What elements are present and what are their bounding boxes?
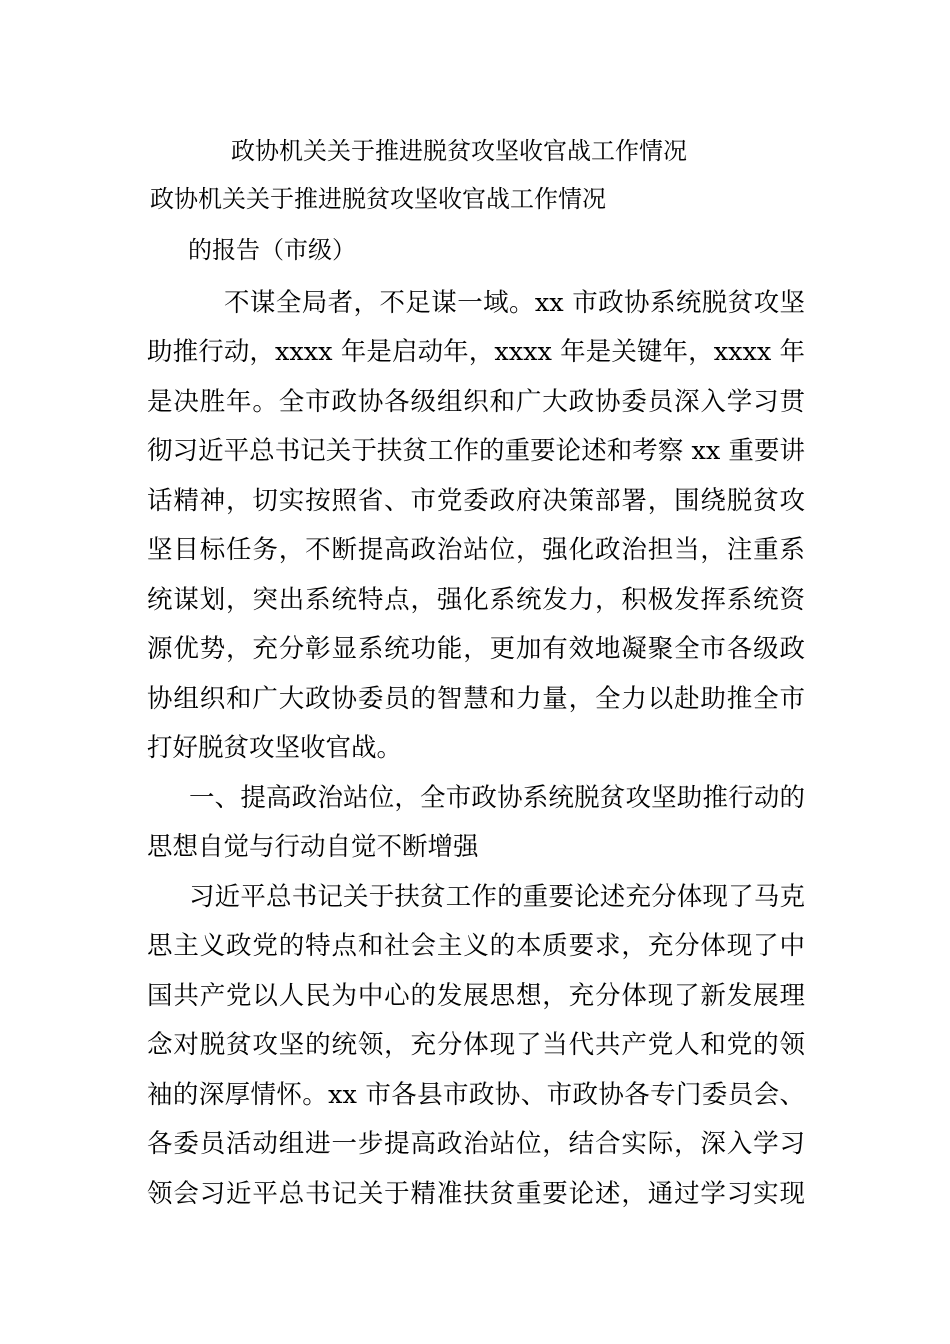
paragraph-2-line: 国共产党以人民为中心的发展思想，充分体现了新发展理	[147, 981, 805, 1011]
paragraph-2-line: 袖的深厚情怀。xx 市各县市政协、市政协各专门委员会、	[147, 1080, 805, 1110]
section-heading-line: 思想自觉与行动自觉不断增强	[147, 832, 479, 862]
paragraph-1-line: 打好脱贫攻坚收官战。	[147, 733, 403, 763]
paragraph-1-line: 助推行动，xxxx 年是启动年，xxxx 年是关键年，xxxx 年	[147, 337, 805, 367]
paragraph-1-line: 协组织和广大政协委员的智慧和力量，全力以赴助推全市	[147, 684, 805, 714]
paragraph-1-line: 彻习近平总书记关于扶贫工作的重要论述和考察 xx 重要讲	[147, 436, 805, 466]
document-title-line-1: 政协机关关于推进脱贫攻坚收官战工作情况	[231, 137, 687, 165]
paragraph-1-line: 是决胜年。全市政协各级组织和广大政协委员深入学习贯	[147, 387, 805, 417]
paragraph-2-line: 领会习近平总书记关于精准扶贫重要论述，通过学习实现	[147, 1179, 805, 1209]
paragraph-2-line: 习近平总书记关于扶贫工作的重要论述充分体现了马克	[189, 882, 805, 912]
paragraph-1-line: 统谋划，突出系统特点，强化系统发力，积极发挥系统资	[147, 585, 805, 615]
paragraph-2-line: 思主义政党的特点和社会主义的本质要求，充分体现了中	[147, 931, 805, 961]
document-title-line-3: 的报告（市级）	[188, 236, 356, 264]
document-title-line-2: 政协机关关于推进脱贫攻坚收官战工作情况	[150, 185, 606, 213]
paragraph-2-line: 念对脱贫攻坚的统领，充分体现了当代共产党人和党的领	[147, 1030, 805, 1060]
paragraph-1-line: 话精神，切实按照省、市党委政府决策部署，围绕脱贫攻	[147, 486, 805, 516]
paragraph-1-line: 坚目标任务，不断提高政治站位，强化政治担当，注重系	[147, 535, 805, 565]
paragraph-1-line: 源优势，充分彰显系统功能，更加有效地凝聚全市各级政	[147, 634, 805, 664]
section-heading-line: 一、提高政治站位，全市政协系统脱贫攻坚助推行动的	[189, 783, 805, 813]
paragraph-2-line: 各委员活动组进一步提高政治站位，结合实际，深入学习	[147, 1129, 805, 1159]
paragraph-1-line: 不谋全局者，不足谋一域。xx 市政协系统脱贫攻坚	[224, 288, 805, 318]
